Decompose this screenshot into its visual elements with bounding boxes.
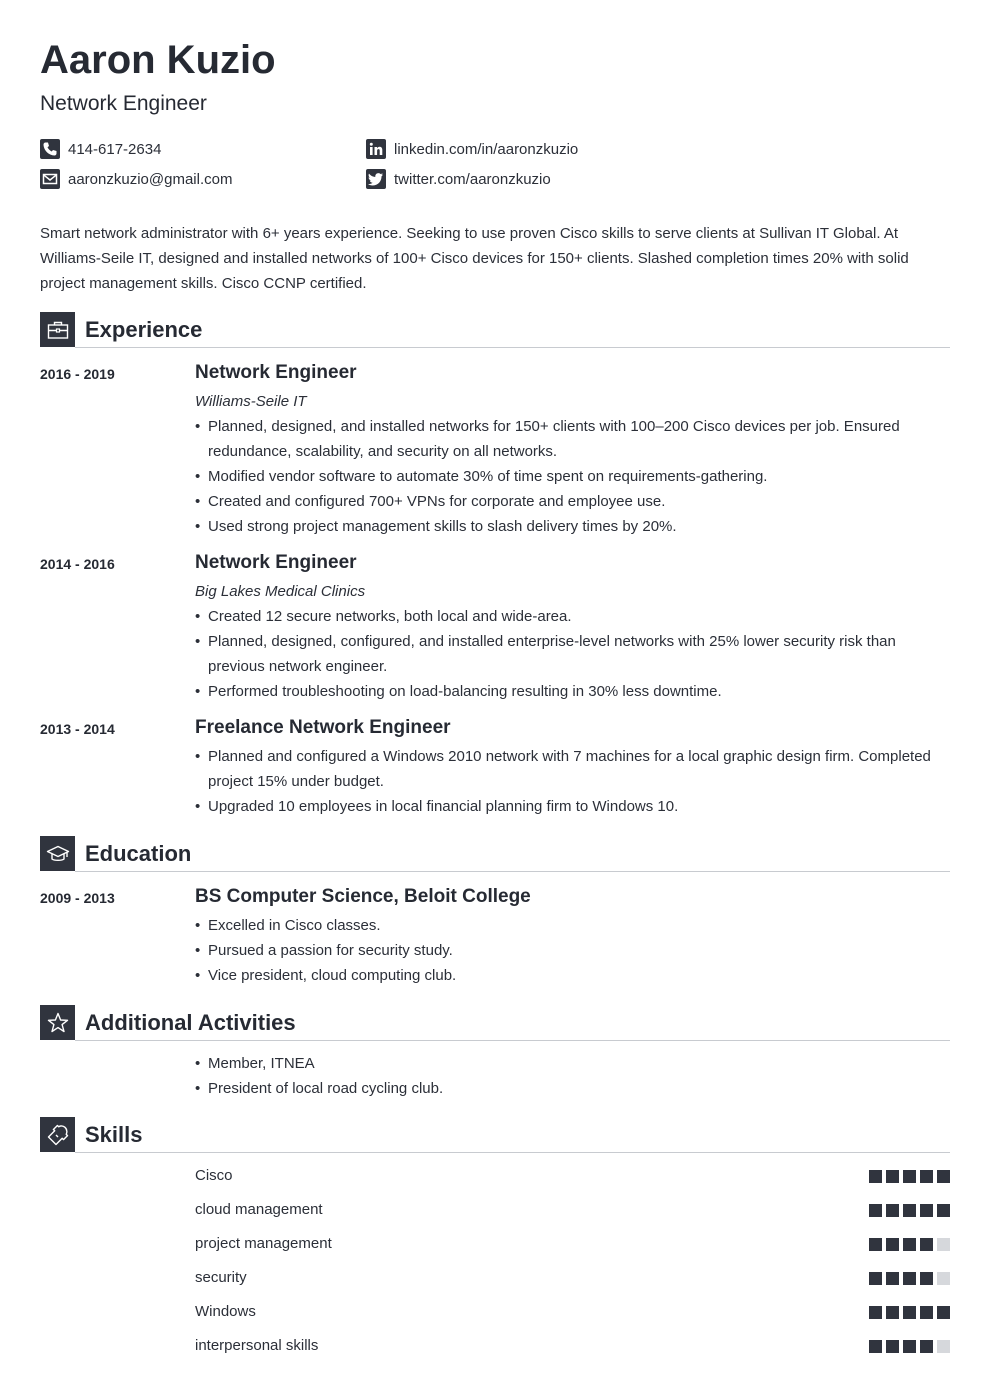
activities-heading: Additional Activities xyxy=(85,1010,296,1035)
skill-dot-filled xyxy=(886,1272,899,1285)
bullet-item: • Member, ITNEA xyxy=(195,1051,950,1076)
skill-dot-filled xyxy=(937,1204,950,1217)
job-title: Freelance Network Engineer xyxy=(195,717,451,738)
bullet-item: • Planned, designed, configured, and installed enterprise-level networks with 25% lower security risk than previous network engineer. xyxy=(195,629,950,679)
bullet-item: • Created and configured 700+ VPNs for corporate and employee use. xyxy=(195,489,950,514)
skill-dot-filled xyxy=(886,1170,899,1183)
twitter-icon xyxy=(366,169,386,189)
job-bullets xyxy=(195,604,950,704)
contact-phone xyxy=(40,139,161,159)
linkedin-icon xyxy=(366,139,386,159)
skill-dot-filled xyxy=(920,1170,933,1183)
skill-level-meter xyxy=(865,1238,950,1251)
contact-linkedin xyxy=(366,139,578,159)
entry-dates: 2013 - 2014 xyxy=(40,721,115,737)
skill-dot-filled xyxy=(920,1272,933,1285)
skill-dot-empty xyxy=(937,1238,950,1251)
candidate-role: Network Engineer xyxy=(40,92,207,115)
section-divider xyxy=(75,1040,950,1041)
company-name: Williams-Seile IT xyxy=(195,393,307,410)
education-bullets xyxy=(195,913,950,988)
bullet-item: • Performed troubleshooting on load-balancing resulting in 30% less downtime. xyxy=(195,679,950,704)
section-divider xyxy=(75,347,950,348)
bullet-item: • Excelled in Cisco classes. xyxy=(195,913,950,938)
skill-name: security xyxy=(195,1269,247,1286)
experience-entry xyxy=(40,360,950,539)
skill-dot-filled xyxy=(903,1204,916,1217)
skill-row xyxy=(195,1261,950,1295)
summary-paragraph: Smart network administrator with 6+ years experience. Seeking to use proven Cisco skills to serve clients at Sullivan IT Global. At Williams-Seile IT, designed and installed networks of 100+ Cisco devices for 150+ clients. Slashed completion times 20% with solid project management skills. Cisco CCNP certified. xyxy=(40,225,909,292)
skill-dot-filled xyxy=(920,1238,933,1251)
skill-dot-filled xyxy=(869,1170,882,1183)
skill-name: Cisco xyxy=(195,1167,233,1184)
education-entry xyxy=(40,884,950,988)
skill-dot-filled xyxy=(869,1340,882,1353)
skill-dot-filled xyxy=(886,1204,899,1217)
skills-heading: Skills xyxy=(85,1122,143,1147)
entry-dates: 2016 - 2019 xyxy=(40,366,115,382)
phone-icon xyxy=(40,139,60,159)
skill-name: project management xyxy=(195,1235,332,1252)
skill-name: Windows xyxy=(195,1303,256,1320)
bullet-item: • Upgraded 10 employees in local financial planning firm to Windows 10. xyxy=(195,794,950,819)
skill-dot-filled xyxy=(886,1238,899,1251)
skill-dot-empty xyxy=(937,1272,950,1285)
skill-dot-filled xyxy=(886,1340,899,1353)
wrench-icon xyxy=(40,1117,75,1152)
education-heading: Education xyxy=(85,841,192,866)
skill-row xyxy=(195,1329,950,1363)
skill-level-meter xyxy=(865,1170,950,1183)
skill-row xyxy=(195,1193,950,1227)
star-icon xyxy=(40,1005,75,1040)
job-title: Network Engineer xyxy=(195,362,357,383)
bullet-item: • Used strong project management skills to slash delivery times by 20%. xyxy=(195,514,950,539)
education-section-header xyxy=(40,836,950,872)
bullet-item: • Created 12 secure networks, both local and wide-area. xyxy=(195,604,950,629)
skill-dot-filled xyxy=(869,1306,882,1319)
briefcase-icon xyxy=(40,312,75,347)
email-link[interactable]: aaronzkuzio@gmail.com xyxy=(68,170,233,188)
skill-level-meter xyxy=(865,1306,950,1319)
section-divider xyxy=(75,871,950,872)
skill-row xyxy=(195,1295,950,1329)
twitter-link[interactable]: twitter.com/aaronzkuzio xyxy=(394,170,551,188)
skill-row xyxy=(195,1159,950,1193)
experience-entry xyxy=(40,715,950,819)
candidate-name: Aaron Kuzio xyxy=(40,38,276,82)
skills-list xyxy=(195,1159,950,1363)
experience-heading: Experience xyxy=(85,317,203,342)
phone-text[interactable]: 414-617-2634 xyxy=(68,140,162,158)
skill-dot-filled xyxy=(920,1340,933,1353)
bullet-item: • Vice president, cloud computing club. xyxy=(195,963,950,988)
entry-dates: 2014 - 2016 xyxy=(40,556,115,572)
job-title: Network Engineer xyxy=(195,552,357,573)
bullet-item: • Pursued a passion for security study. xyxy=(195,938,950,963)
experience-section-header xyxy=(40,312,950,348)
bullet-item: • Modified vendor software to automate 30% of time spent on requirements-gathering. xyxy=(195,464,950,489)
skill-name: cloud management xyxy=(195,1201,323,1218)
skill-name: interpersonal skills xyxy=(195,1337,319,1354)
contact-email xyxy=(40,169,232,189)
bullet-item: • Planned, designed, and installed networks for 150+ clients with 100–200 Cisco devices per job. Ensured redundance, scalability, and security on all networks. xyxy=(195,414,950,464)
envelope-icon xyxy=(40,169,60,189)
degree-title: BS Computer Science, Beloit College xyxy=(195,886,531,907)
entry-dates: 2009 - 2013 xyxy=(40,890,115,906)
job-bullets xyxy=(195,414,950,539)
bullet-item: • Planned and configured a Windows 2010 network with 7 machines for a local graphic design firm. Completed project 15% under budget. xyxy=(195,744,950,794)
skill-dot-filled xyxy=(903,1340,916,1353)
experience-entry xyxy=(40,550,950,704)
skill-dot-filled xyxy=(869,1238,882,1251)
graduation-cap-icon xyxy=(40,836,75,871)
skill-dot-filled xyxy=(937,1306,950,1319)
skill-dot-empty xyxy=(937,1340,950,1353)
skill-row xyxy=(195,1227,950,1261)
section-divider xyxy=(75,1152,950,1153)
bullet-item: • President of local road cycling club. xyxy=(195,1076,950,1101)
skill-dot-filled xyxy=(920,1306,933,1319)
skill-dot-filled xyxy=(920,1204,933,1217)
activities-section-header xyxy=(40,1005,950,1041)
skill-level-meter xyxy=(865,1272,950,1285)
company-name: Big Lakes Medical Clinics xyxy=(195,583,366,600)
skill-dot-filled xyxy=(886,1306,899,1319)
linkedin-link[interactable]: linkedin.com/in/aaronzkuzio xyxy=(394,140,579,158)
skill-dot-filled xyxy=(903,1170,916,1183)
skill-dot-filled xyxy=(903,1272,916,1285)
skill-dot-filled xyxy=(869,1272,882,1285)
job-bullets xyxy=(195,744,950,819)
skill-dot-filled xyxy=(903,1306,916,1319)
activities-bullets xyxy=(195,1051,950,1101)
skill-dot-filled xyxy=(903,1238,916,1251)
skill-dot-filled xyxy=(869,1204,882,1217)
skill-dot-filled xyxy=(937,1170,950,1183)
activities-entry xyxy=(40,1051,950,1101)
contact-twitter xyxy=(366,169,551,189)
skills-section-header xyxy=(40,1117,950,1153)
skill-level-meter xyxy=(865,1340,950,1353)
skill-level-meter xyxy=(865,1204,950,1217)
